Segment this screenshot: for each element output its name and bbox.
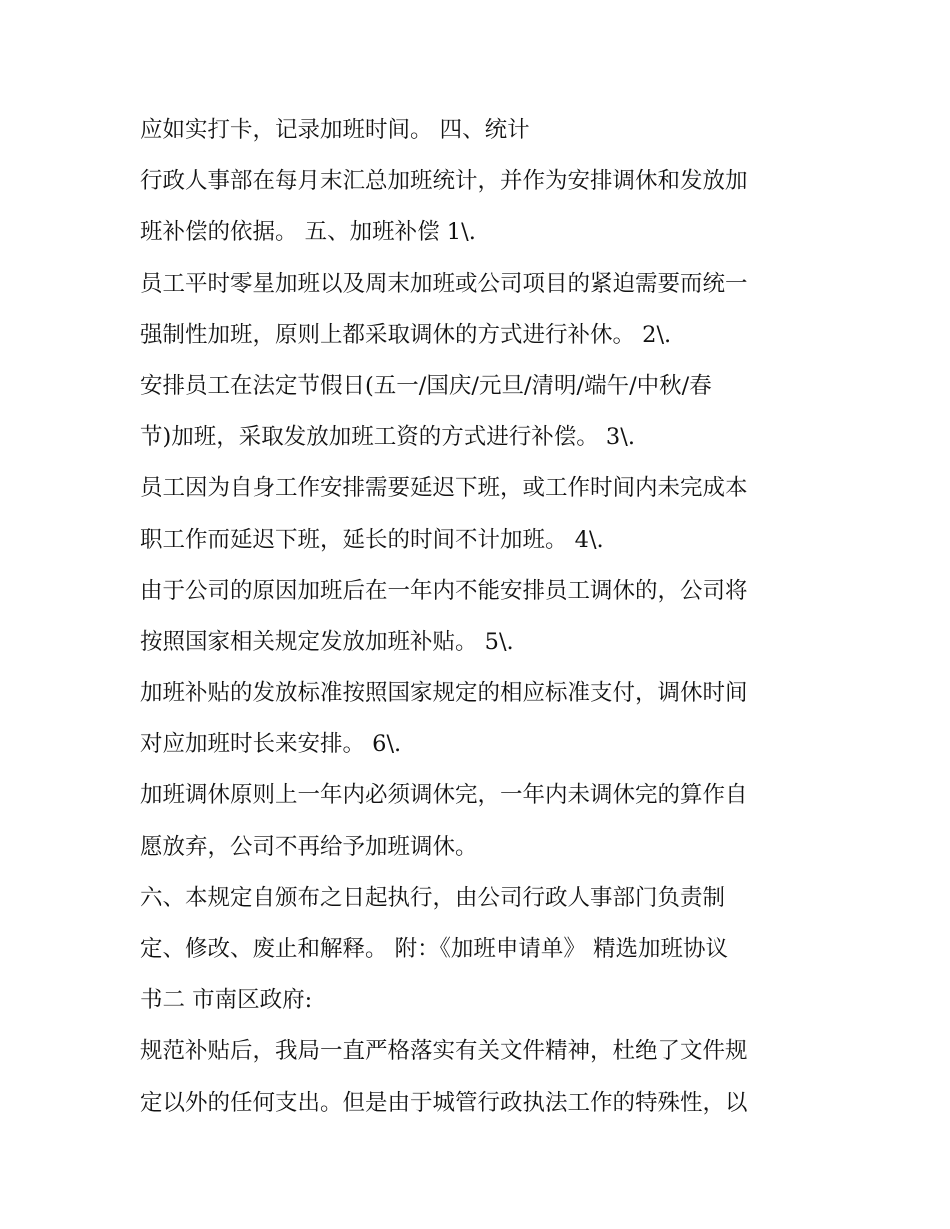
text-line: 定、修改、废止和解释。 附：《加班申请单》 精选加班协议 [140,936,729,962]
text-line: 应如实打卡，记录加班时间。 四、统计 [140,117,530,143]
text-line: 加班调休原则上一年内必须调休完，一年内未调休完的算作自 [140,782,748,809]
text-line: 六、本规定自颁布之日起执行，由公司行政人事部门负责制 [140,884,726,911]
text-line: 定以外的任何支出。但是由于城管行政执法工作的特殊性，以 [140,1089,748,1116]
text-line: 对应加班时长来安排。 6\. [140,731,402,758]
text-line: 由于公司的原因加班后在一年内不能安排员工调休的，公司将 [140,577,748,604]
text-line: 书二 市南区政府: [140,987,313,1014]
text-line: 员工因为自身工作安排需要延迟下班，或工作时间内未完成本 [140,475,748,502]
text-line: 行政人事部在每月末汇总加班统计，并作为安排调休和发放加 [140,168,748,195]
text-line: 愿放弃，公司不再给予加班调休。 [140,833,478,860]
text-line: 班补偿的依据。 五、加班补偿 1\. [140,219,476,246]
text-line: 加班补贴的发放标准按照国家规定的相应标准支付，调休时间 [140,680,748,707]
text-line: 强制性加班，原则上都采取调休的方式进行补休。 2\. [140,321,672,348]
text-line: 按照国家相关规定发放加班补贴。 5\. [140,628,514,655]
text-line: 节)加班，采取发放加班工资的方式进行补偿。 3\. [140,424,635,451]
text-line: 安排员工在法定节假日(五一/国庆/元旦/清明/端午/中秋/春 [140,372,712,399]
text-line: 职工作而延迟下班，延长的时间不计加班。 4\. [140,526,604,553]
document-body [140,108,820,1132]
text-line: 规范补贴后，我局一直严格落实有关文件精神，杜绝了文件规 [140,1038,748,1065]
text-line: 员工平时零星加班以及周末加班或公司项目的紧迫需要而统一 [140,270,748,297]
